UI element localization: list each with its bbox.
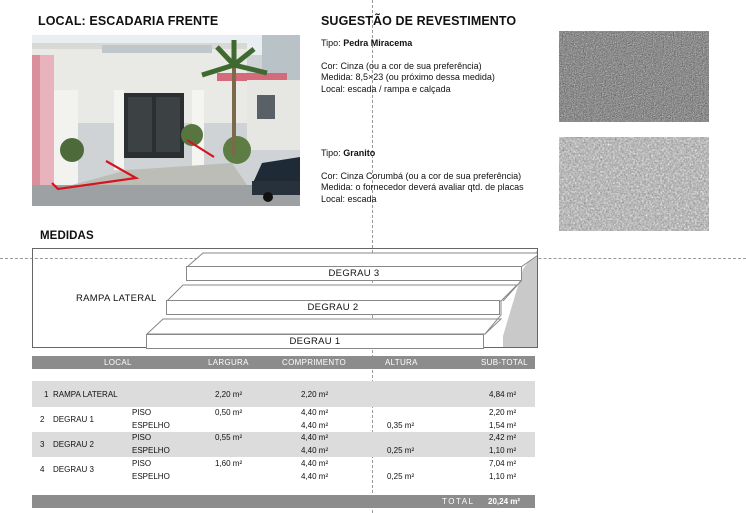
row3-piso: PISO — [132, 433, 152, 442]
stone2-info — [321, 148, 524, 205]
row4-name: DEGRAU 3 — [53, 465, 94, 474]
stone2-type-prefix: Tipo: — [321, 148, 344, 158]
row1-num: 1 — [44, 390, 49, 399]
step-1: DEGRAU 1 — [146, 334, 484, 349]
row2-name: DEGRAU 1 — [53, 415, 94, 424]
stone1-type-prefix: Tipo: — [321, 38, 344, 48]
row1-comprimento: 2,20 m² — [301, 390, 329, 399]
stone2-location: Local: escada — [321, 193, 377, 204]
total-value: 20,24 m² — [488, 497, 521, 506]
stone2-type — [321, 148, 524, 160]
local-title: LOCAL: ESCADARIA FRENTE — [38, 14, 219, 28]
stone2-measure: Medida: o fornecedor deverá avaliar qtd. de placas — [321, 182, 524, 192]
row2-num: 2 — [40, 415, 45, 424]
row2-altura: 0,35 m² — [387, 421, 415, 430]
row4-piso: PISO — [132, 459, 152, 468]
row4-comp-espelho: 4,40 m² — [301, 472, 329, 481]
stone1-measure: Medida: 8,5×23 (ou próximo dessa medida) — [321, 72, 495, 82]
row2-sub-piso: 2,20 m² — [489, 408, 517, 417]
row3-sub-piso: 2,42 m² — [489, 433, 517, 442]
rampa-lateral-label: RAMPA LATERAL — [76, 293, 157, 304]
row2-espelho: ESPELHO — [132, 421, 170, 430]
row4-sub-espelho: 1,10 m² — [489, 472, 517, 481]
header-altura: ALTURA — [385, 358, 418, 367]
stone1-type-name: Pedra Miracema — [343, 38, 413, 48]
stone2-color: Cor: Cinza Corumbá (ou a cor de sua preferência) — [321, 170, 522, 181]
row2-comp-piso: 4,40 m² — [301, 408, 329, 417]
table-header — [32, 356, 535, 369]
stone1-type — [321, 38, 495, 50]
row4-espelho: ESPELHO — [132, 472, 170, 481]
row4-comp-piso: 4,40 m² — [301, 459, 329, 468]
building-photo — [32, 35, 300, 206]
row3-comp-piso: 4,40 m² — [301, 433, 329, 442]
measures-title: MEDIDAS — [40, 230, 94, 242]
row1-largura: 2,20 m² — [215, 390, 243, 399]
row3-espelho: ESPELHO — [132, 446, 170, 455]
row3-comp-espelho: 4,40 m² — [301, 446, 329, 455]
total-label: TOTAL — [442, 497, 475, 506]
step-3: DEGRAU 3 — [186, 266, 522, 281]
stone1-color: Cor: Cinza (ou a cor de sua preferência) — [321, 60, 482, 71]
header-local: LOCAL — [104, 358, 132, 367]
stone2-type-name: Granito — [343, 148, 376, 158]
suggestion-title: SUGESTÃO DE REVESTIMENTO — [321, 14, 517, 28]
header-subtotal: SUB-TOTAL — [481, 358, 528, 367]
row3-name: DEGRAU 2 — [53, 440, 94, 449]
header-largura: LARGURA — [208, 358, 249, 367]
step-2: DEGRAU 2 — [166, 300, 500, 315]
row4-largura: 1,60 m² — [215, 459, 243, 468]
row4-sub-piso: 7,04 m² — [489, 459, 517, 468]
stone1-location: Local: escada / rampa e calçada — [321, 83, 451, 94]
row2-sub-espelho: 1,54 m² — [489, 421, 517, 430]
row-band-3 — [32, 432, 535, 457]
row4-num: 4 — [40, 465, 45, 474]
stone2-swatch — [559, 137, 709, 231]
row2-comp-espelho: 4,40 m² — [301, 421, 329, 430]
row2-largura: 0,50 m² — [215, 408, 243, 417]
table-total — [32, 495, 535, 508]
row4-altura: 0,25 m² — [387, 472, 415, 481]
row3-sub-espelho: 1,10 m² — [489, 446, 517, 455]
header-comprimento: COMPRIMENTO — [282, 358, 347, 367]
row1-name: RAMPA LATERAL — [53, 390, 118, 399]
stone1-info — [321, 38, 495, 95]
row3-altura: 0,25 m² — [387, 446, 415, 455]
row3-num: 3 — [40, 440, 45, 449]
row2-piso: PISO — [132, 408, 152, 417]
row1-subtotal: 4,84 m² — [489, 390, 517, 399]
stone1-swatch — [559, 31, 709, 122]
row3-largura: 0,55 m² — [215, 433, 243, 442]
